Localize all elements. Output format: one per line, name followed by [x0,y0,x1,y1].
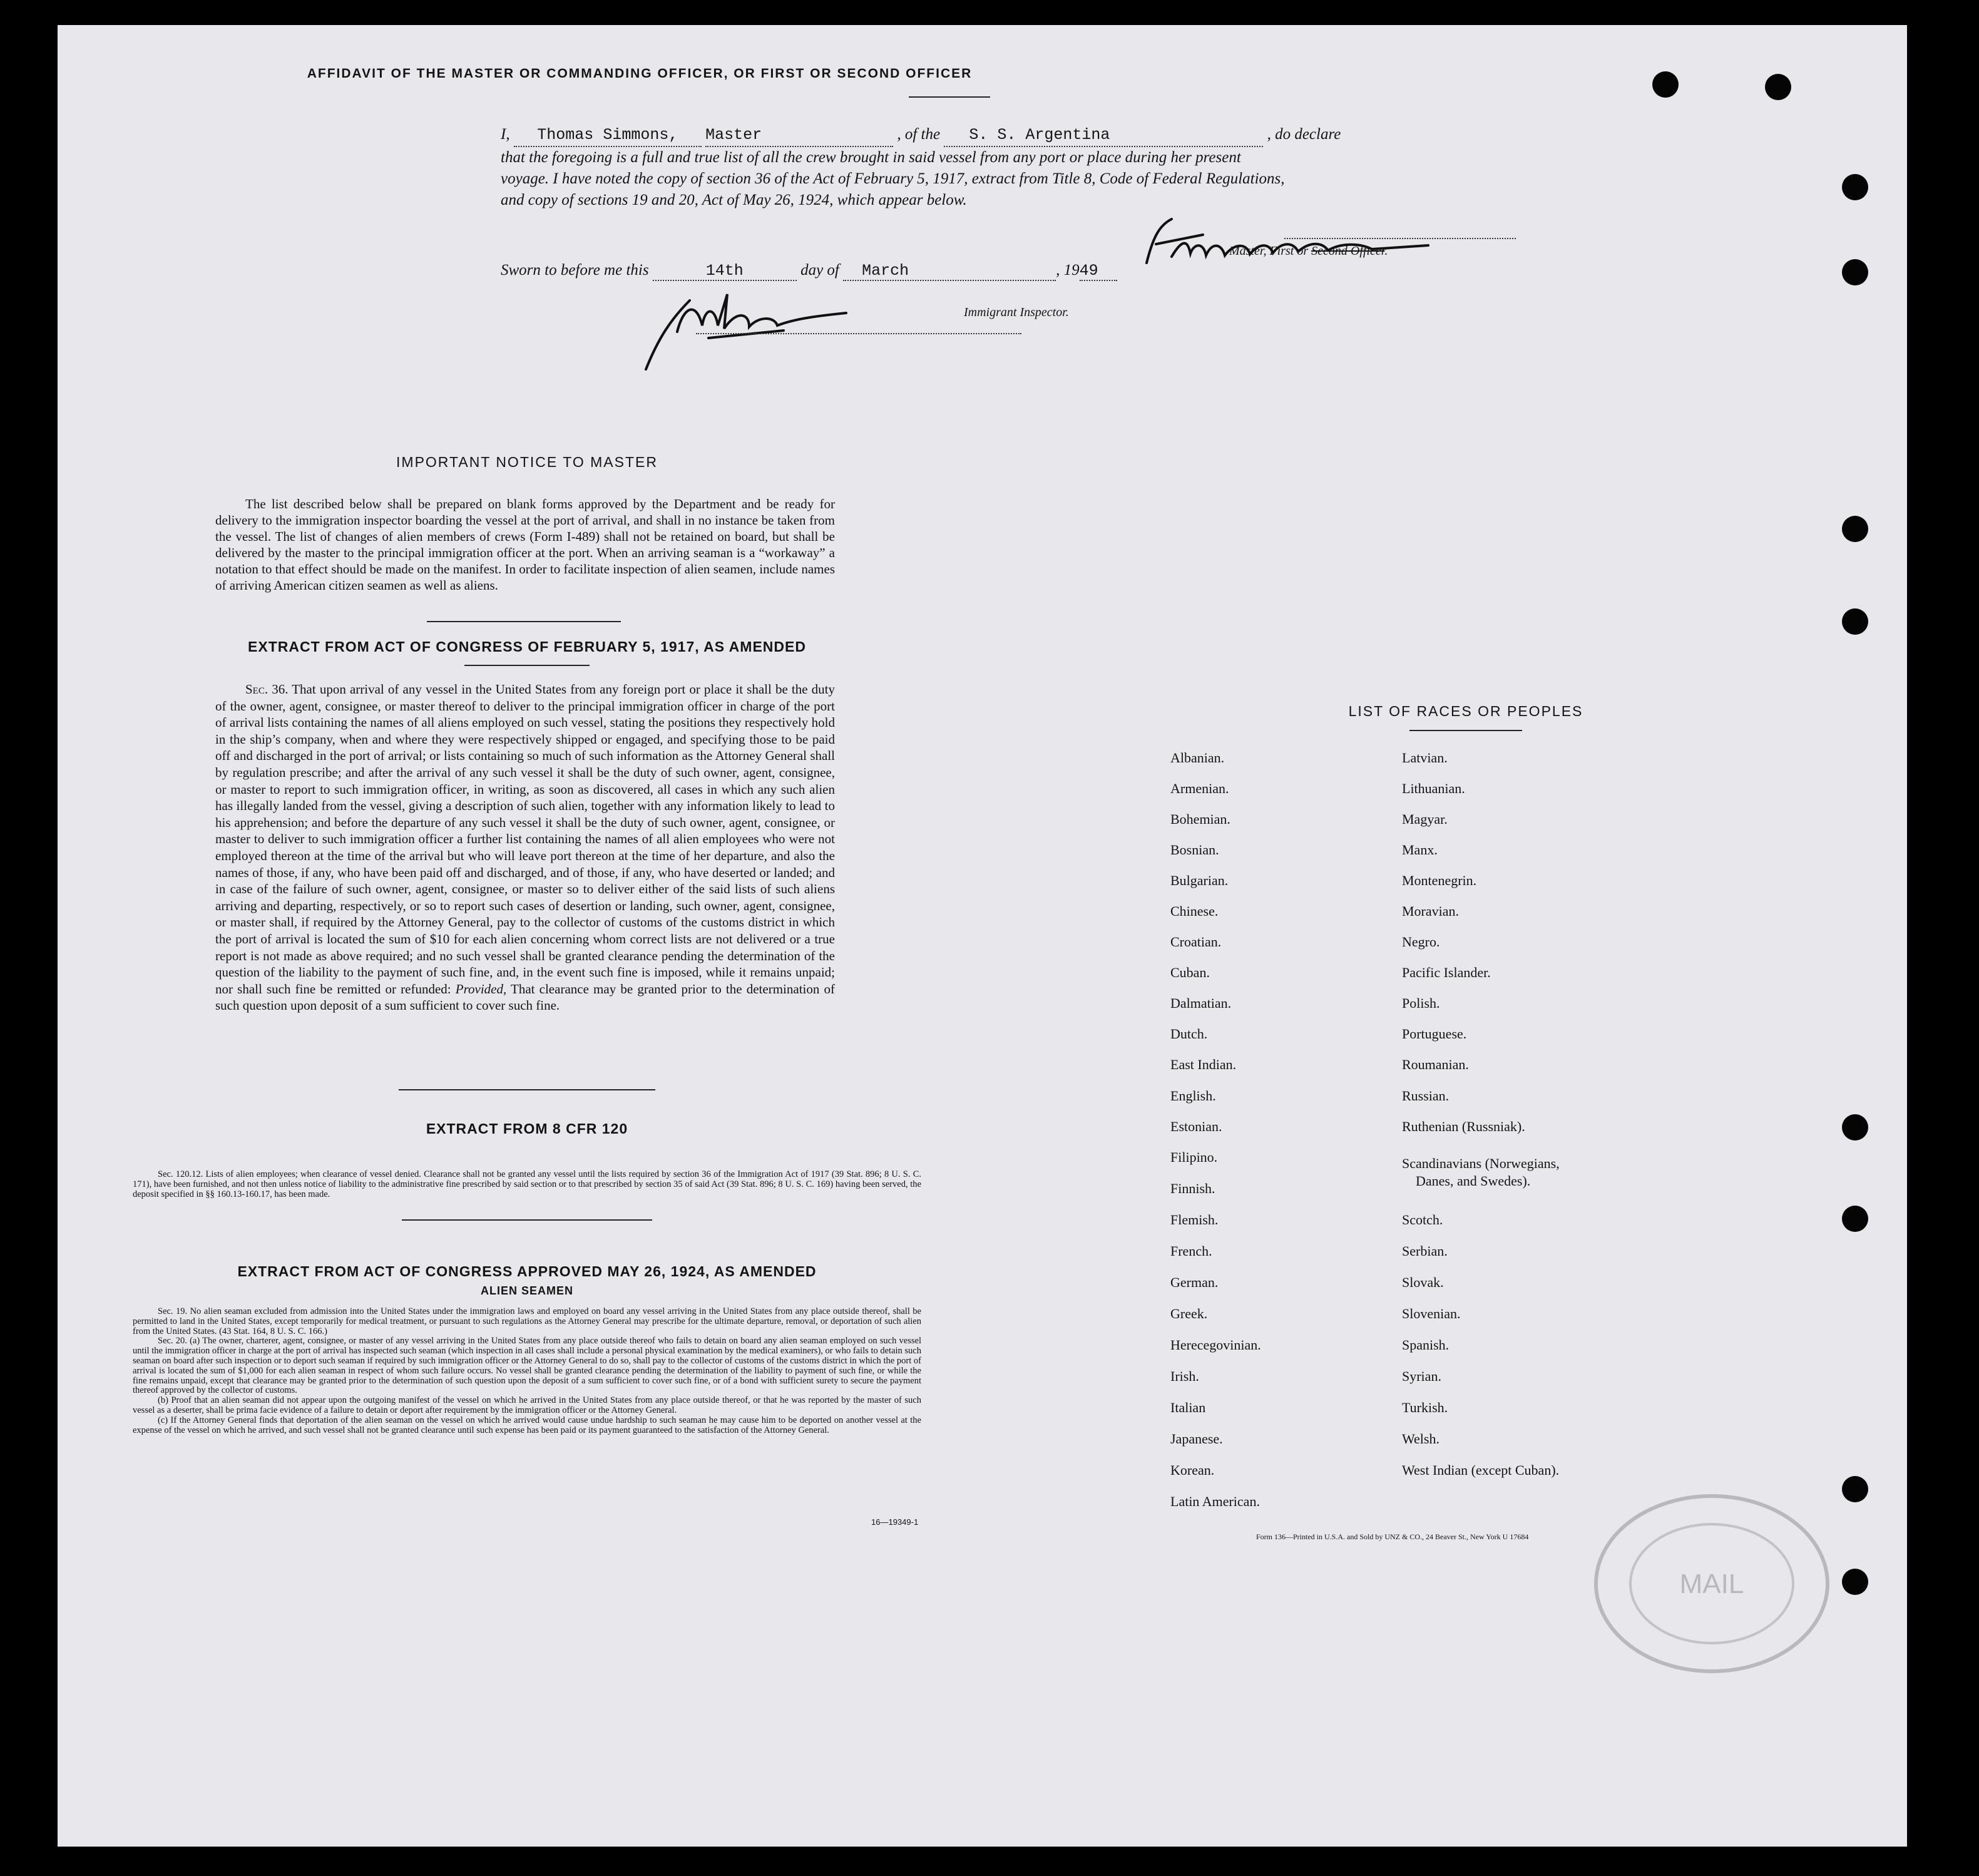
race-left-23: Japanese. [1170,1431,1223,1447]
printer-footer: Form 136—Printed in U.S.A. and Sold by UNZ & CO., 24 Beaver St., New York U 17684 [1256,1532,1529,1541]
binding-hole [1652,71,1679,98]
race-right-11: Roumanian. [1402,1057,1469,1072]
notice-body: The list described below shall be prepared on blank forms approved by the Department and be ready for delivery to the immigration inspector boarding the vessel at the port of arrival, and shall in no instance be taken from the vessel. The list of changes of alien members of crews (Form I-489) shall not be retained on board, but shall be delivered by the master to the principal immigration officer at the port. When an arriving seaman is a “workaway” a notation to that effect should be made on the manifest. In order to facilitate inspection of alien seamen, include names of arriving American citizen seamen as well as aliens. [215,496,835,593]
race-left-24: Korean. [1170,1462,1215,1478]
races-divider [1409,730,1522,731]
affidavit-line-2: that the foregoing is a full and true list of all the crew brought in said vessel from any port or place during her present [501,149,1241,166]
master-caption-text: Master, First or [1229,244,1309,258]
sworn-year: 49 [1079,262,1098,280]
sec-20a-text: Sec. 20. (a) The owner, charterer, agent, consignee, or master of any vessel arriving in the United States from any place outside thereof who fails to detain on board any alien seaman employed on such vessel until the immigration officer in charge at the port of arrival has inspected such seaman (which inspection in all cases shall include a personal physical examination by the medical examiners), or who fails to detain such seaman on board after such inspection or to deport such seaman if required by such immigration officer or the Attorney General to do so, shall pay to the collector of customs of the customs district in which the port of arrival is located the sum of $1,000 for each alien seaman in respect of whom such failure occurs. No vessel shall be granted clearance pending the determination of the liability to payment of such fine, or while the fine remains unpaid, except that clearance may be granted prior to the determination of such question upon the deposit of a sum sufficient to cover such fine, or of a bond with sufficient surety to secure the payment thereof approved by the collector of customs. [133,1336,921,1396]
race-left-7: Croatian. [1170,934,1222,950]
race-right-23: Welsh. [1402,1431,1440,1447]
title-divider [909,96,990,98]
race-right-14: Scandinavians (Norwegians, [1402,1156,1560,1171]
race-right-21: Syrian. [1402,1368,1441,1384]
binding-hole [1842,1206,1868,1232]
extract-1924-heading: EXTRACT FROM ACT OF CONGRESS APPROVED MAY 26, 1924, AS AMENDED [237,1263,817,1279]
race-left-15: Finnish. [1170,1181,1215,1196]
race-left-19: Greek. [1170,1306,1208,1321]
affidavit-i-label: I, [501,126,510,143]
race-left-9: Dalmatian. [1170,995,1232,1011]
proviso-text: That clearance may be granted prior to the determination of such question upon deposit of a sum sufficient to cover such fine. [215,981,836,1013]
extract-1924-body [133,1307,921,1435]
master-caption-end: . [1384,244,1388,258]
inspector-signature [633,282,921,376]
master-name: Thomas Simmons, [537,126,678,144]
year-prefix: , 19 [1056,262,1080,279]
race-left-10: Dutch. [1170,1026,1208,1042]
binding-hole [1842,516,1868,542]
notice-divider [427,621,621,622]
race-right-20: Spanish. [1402,1337,1450,1353]
cfr-body: Sec. 120.12. Lists of alien employees; when clearance of vessel denied. Clearance shall not be granted any vessel until the lists required by section 36 of the Immigration Act of 1917 (39 Stat. 896; 8 U. S. C. 171), have been furnished, and not then unless notice of liability to the administrative fine prescribed by said section or to that prescribed by section 35 of said Act (39 Stat. 896; 8 U. S. C. 169) having been served, the deposit specified in §§ 160.13-160.17, has been made. [133,1169,921,1199]
race-right-16: Scotch. [1402,1212,1443,1228]
race-left-5: Bulgarian. [1170,873,1229,888]
race-left-18: German. [1170,1274,1219,1290]
master-caption-struck: Second Officer [1311,244,1385,258]
race-right-4: Manx. [1402,842,1438,858]
master-rank: Master [705,126,762,144]
race-right-6: Moravian. [1402,903,1460,919]
master-caption [1229,244,1388,259]
stamp-text: MAIL [1679,1569,1744,1599]
race-left-12: English. [1170,1088,1216,1104]
race-right-2: Lithuanian. [1402,781,1465,796]
binding-hole [1842,608,1868,635]
notice-heading: IMPORTANT NOTICE TO MASTER [396,454,658,470]
sec-36-text: That upon arrival of any vessel in the United States from any foreign port or place it shall be the duty of the owner, agent, consignee, or master thereof to deliver to the principal immigration officer in charge of the port of arrival lists containing the names of all aliens employed on such vessel, stating the positions they respectively hold in the ship’s company, when and where they were respectively shipped or engaged, and specifying those to be paid off and discharged in the port of arrival; or lists containing so much of such information as the Attorney General shall by regulation prescribe; and after the arrival of any such vessel it shall be the duty of such owner, agent, consignee, or master to report to such immigration officer, in writing, as soon as discovered, all cases in which any such alien has illegally landed from the vessel, giving a description of such alien, together with any information likely to lead to his apprehension; and before the departure of any such vessel it shall be the duty of such owner, agent, consignee, or master to deliver to such immigration officer a further list containing the names of all alien employees who were not employed thereon at the time of the arrival but who will leave port thereon at the time of her departure, and also the names of those, if any, who have been paid off and discharged, and of those, if any, who have deserted or landed; and in case of the failure of such owner, agent, consignee, or master so to deliver either of the said lists of such aliens arriving and departing, respectively, or so to report such cases of desertion or landing, such owner, agent, consignee, or master shall, if required by the Attorney General, pay to the collector of customs of the customs district in which the port of arrival is located the sum of $10 for each alien concerning whom correct lists are not delivered or a true report is not made as above required; and no such vessel shall be granted clearance pending the determination of the question of the liability to the payment of such fine, and, in the event such fine is imposed, while it remains unpaid; nor shall such fine be remitted or refunded: [215,682,835,997]
race-right-17: Serbian. [1402,1243,1448,1259]
affidavit-line-3: voyage. I have noted the copy of section 36 of the Act of February 5, 1917, extract from Title 8, Code of Federal Regulations, [501,170,1285,187]
sworn-label: Sworn to before me this [501,262,649,279]
race-left-21: Irish. [1170,1368,1199,1384]
extract-1917-divider [464,665,590,666]
cfr-heading: EXTRACT FROM 8 CFR 120 [426,1120,628,1137]
race-right-9: Polish. [1402,995,1440,1011]
race-left-8: Cuban. [1170,965,1210,980]
race-right-18: Slovak. [1402,1274,1444,1290]
race-left-17: French. [1170,1243,1212,1259]
race-left-11: East Indian. [1170,1057,1237,1072]
race-left-14: Filipino. [1170,1149,1218,1165]
binding-hole [1842,1569,1868,1595]
race-left-1: Albanian. [1170,750,1225,766]
sworn-day: 14th [705,262,744,280]
race-left-6: Chinese. [1170,903,1219,919]
affidavit-title: AFFIDAVIT OF THE MASTER OR COMMANDING OFFICER, OR FIRST OR SECOND OFFICER [307,66,973,81]
race-right-10: Portuguese. [1402,1026,1467,1042]
of-the-label: , of the [897,126,941,143]
alien-seamen-subheading: ALIEN SEAMEN [480,1284,573,1297]
race-right-5: Montenegrin. [1402,873,1477,888]
binding-hole [1842,259,1868,285]
race-left-16: Flemish. [1170,1212,1219,1228]
postal-stamp [1583,1484,1840,1684]
sec-36-label: Sec. 36. [245,682,289,697]
day-of-label: day of [800,262,839,279]
race-right-15: Danes, and Swedes). [1416,1173,1531,1189]
race-right-13: Ruthenian (Russniak). [1402,1119,1525,1134]
affidavit-body [501,124,1533,211]
do-declare-label: , do declare [1267,126,1341,143]
race-right-8: Pacific Islander. [1402,965,1491,980]
inspector-signature-line [696,333,1021,334]
proviso-label: Provided, [455,981,507,997]
races-heading: LIST OF RACES OR PEOPLES [1348,703,1583,719]
vessel-name: S. S. Argentina [969,126,1110,144]
cfr-divider [402,1219,652,1221]
race-right-19: Slovenian. [1402,1306,1461,1321]
race-right-1: Latvian. [1402,750,1448,766]
binding-hole [1842,174,1868,200]
race-right-22: Turkish. [1402,1400,1448,1415]
binding-hole [1765,74,1791,100]
extract-1917-body [215,681,835,1014]
form-code: 16—19349-1 [871,1517,919,1527]
race-left-4: Bosnian. [1170,842,1219,858]
extract-1917-heading: EXTRACT FROM ACT OF CONGRESS OF FEBRUARY 5, 1917, AS AMENDED [248,638,806,655]
race-left-20: Herecegovinian. [1170,1337,1261,1353]
race-right-3: Magyar. [1402,811,1448,827]
race-right-7: Negro. [1402,934,1440,950]
inspector-caption: Immigrant Inspector. [964,305,1069,319]
binding-hole [1842,1114,1868,1140]
race-left-2: Armenian. [1170,781,1229,796]
binding-hole [1842,1476,1868,1502]
race-left-13: Estonian. [1170,1119,1222,1134]
race-right-12: Russian. [1402,1088,1450,1104]
affidavit-line-4: and copy of sections 19 and 20, Act of May 26, 1924, which appear below. [501,192,967,208]
race-left-3: Bohemian. [1170,811,1230,827]
sec-20b-text: (b) Proof that an alien seaman did not appear upon the outgoing manifest of the vessel on which he arrived in the United States from any place outside thereof, or that he was reported by the master of such vessel as a deserter, shall be prima facie evidence of a failure to detain or deport after requirement by the immigration officer or the Attorney General. [133,1395,921,1415]
sec-19-text: Sec. 19. No alien seaman excluded from admission into the United States under the immigration laws and employed on board any vessel arriving in the United States from any place outside thereof, shall be permitted to land in the United States, except temporarily for medical treatment, or pursuant to such regulations as the Attorney General may prescribe for the ultimate departure, removal, or deportation of such alien from the United States. (43 Stat. 164, 8 U. S. C. 166.) [133,1306,921,1336]
sworn-month: March [862,262,909,280]
sec-20c-text: (c) If the Attorney General finds that deportation of the alien seaman on the vessel on which he arrived would cause undue hardship to such seaman he may cause him to be deported on another vessel at the expense of the vessel on which he arrived, and such vessel shall not be granted clearance until such expense has been paid or its payment guaranteed to the satisfaction of the Attorney General. [133,1415,921,1435]
master-signature-line [1284,238,1516,239]
race-right-24: West Indian (except Cuban). [1402,1462,1560,1478]
race-left-25: Latin American. [1170,1494,1260,1509]
extract-1917-end-divider [399,1089,655,1090]
document-page [58,25,1907,1847]
race-left-22: Italian [1170,1400,1206,1415]
master-signature [1134,207,1460,275]
sworn-line [501,262,1117,281]
